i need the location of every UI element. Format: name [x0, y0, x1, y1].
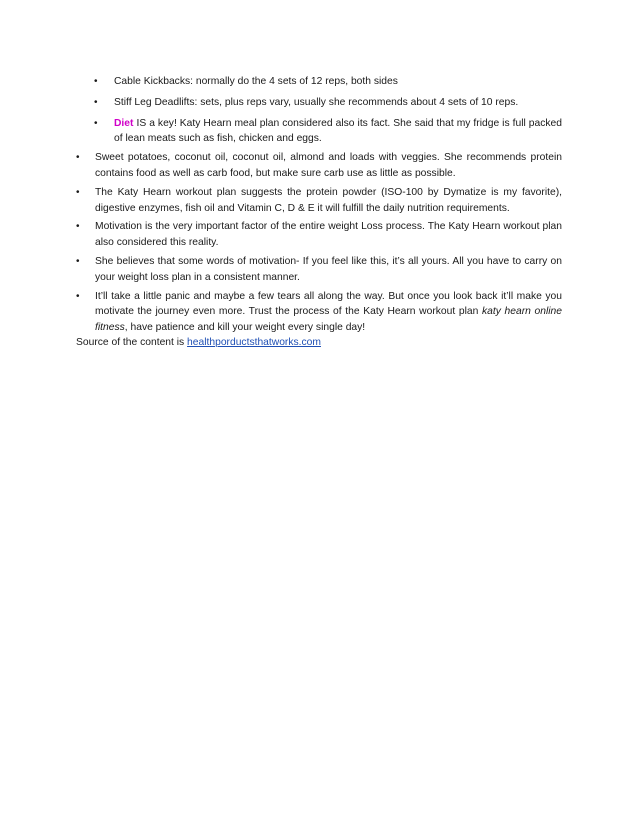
list-item — [76, 289, 562, 336]
list-item — [76, 219, 562, 251]
list-item — [76, 254, 562, 286]
list-item — [76, 185, 562, 217]
list-item-text: IS a key! Katy Hearn meal plan considered also its fact. She said that my fridge is full packed of lean meats such as fish, chicken and eggs. — [114, 117, 562, 145]
bullet-icon: • — [76, 152, 80, 164]
list-item — [76, 116, 562, 148]
diet-highlight: Diet — [114, 117, 134, 129]
bullet-list — [76, 150, 562, 336]
bullet-icon: • — [94, 76, 98, 87]
bullet-icon: • — [76, 255, 80, 267]
list-item — [76, 150, 562, 182]
list-item-text: Motivation is the very important factor of the entire weight Loss process. The Katy Hearn workout plan also considered this reality. — [95, 221, 562, 249]
list-item-text: Cable Kickbacks: normally do the 4 sets of 12 reps, both sides — [114, 76, 398, 87]
list-item-text: Stiff Leg Deadlifts: sets, plus reps vary, usually she recommends about 4 sets of 10 reps. — [114, 96, 519, 108]
source-line — [76, 335, 562, 351]
source-link[interactable]: healthporductsthatworks.com — [187, 336, 321, 348]
document-body — [76, 74, 562, 351]
bullet-icon: • — [76, 290, 80, 302]
list-item — [76, 95, 562, 111]
list-item-text: Sweet potatoes, coconut oil, coconut oil, almond and loads with veggies. She recommends protein contains food as well as carb food, but make sure carb use as little as possible. — [95, 152, 562, 179]
list-item — [76, 74, 562, 90]
list-item-text: , have patience and kill your weight every single day! — [124, 322, 366, 334]
list-item-text: The Katy Hearn workout plan suggests the protein powder (ISO-100 by Dymatize is my favorite), digestive enzymes, fish oil and Vitamin C, D & E it will fulfill the daily nutrition requirements. — [95, 186, 562, 214]
bullet-icon: • — [94, 117, 98, 129]
bullet-icon: • — [76, 186, 80, 198]
bullet-icon: • — [76, 221, 80, 233]
bullet-icon: • — [94, 96, 98, 108]
list-item-text: It’ll take a little panic and maybe a few tears all along the way. But once you look back it’ll make you motivate the journey even more. Trust the process of the Katy Hearn workout plan — [95, 290, 562, 318]
nested-bullet-list — [76, 74, 562, 147]
italic-phrase: katy hearn online fitness — [95, 306, 562, 334]
source-prefix: Source of the content is — [76, 336, 188, 348]
list-item-text: She believes that some words of motivation- If you feel like this, it’s all yours. All you have to carry on your weight loss plan in a consistent manner. — [95, 255, 562, 283]
